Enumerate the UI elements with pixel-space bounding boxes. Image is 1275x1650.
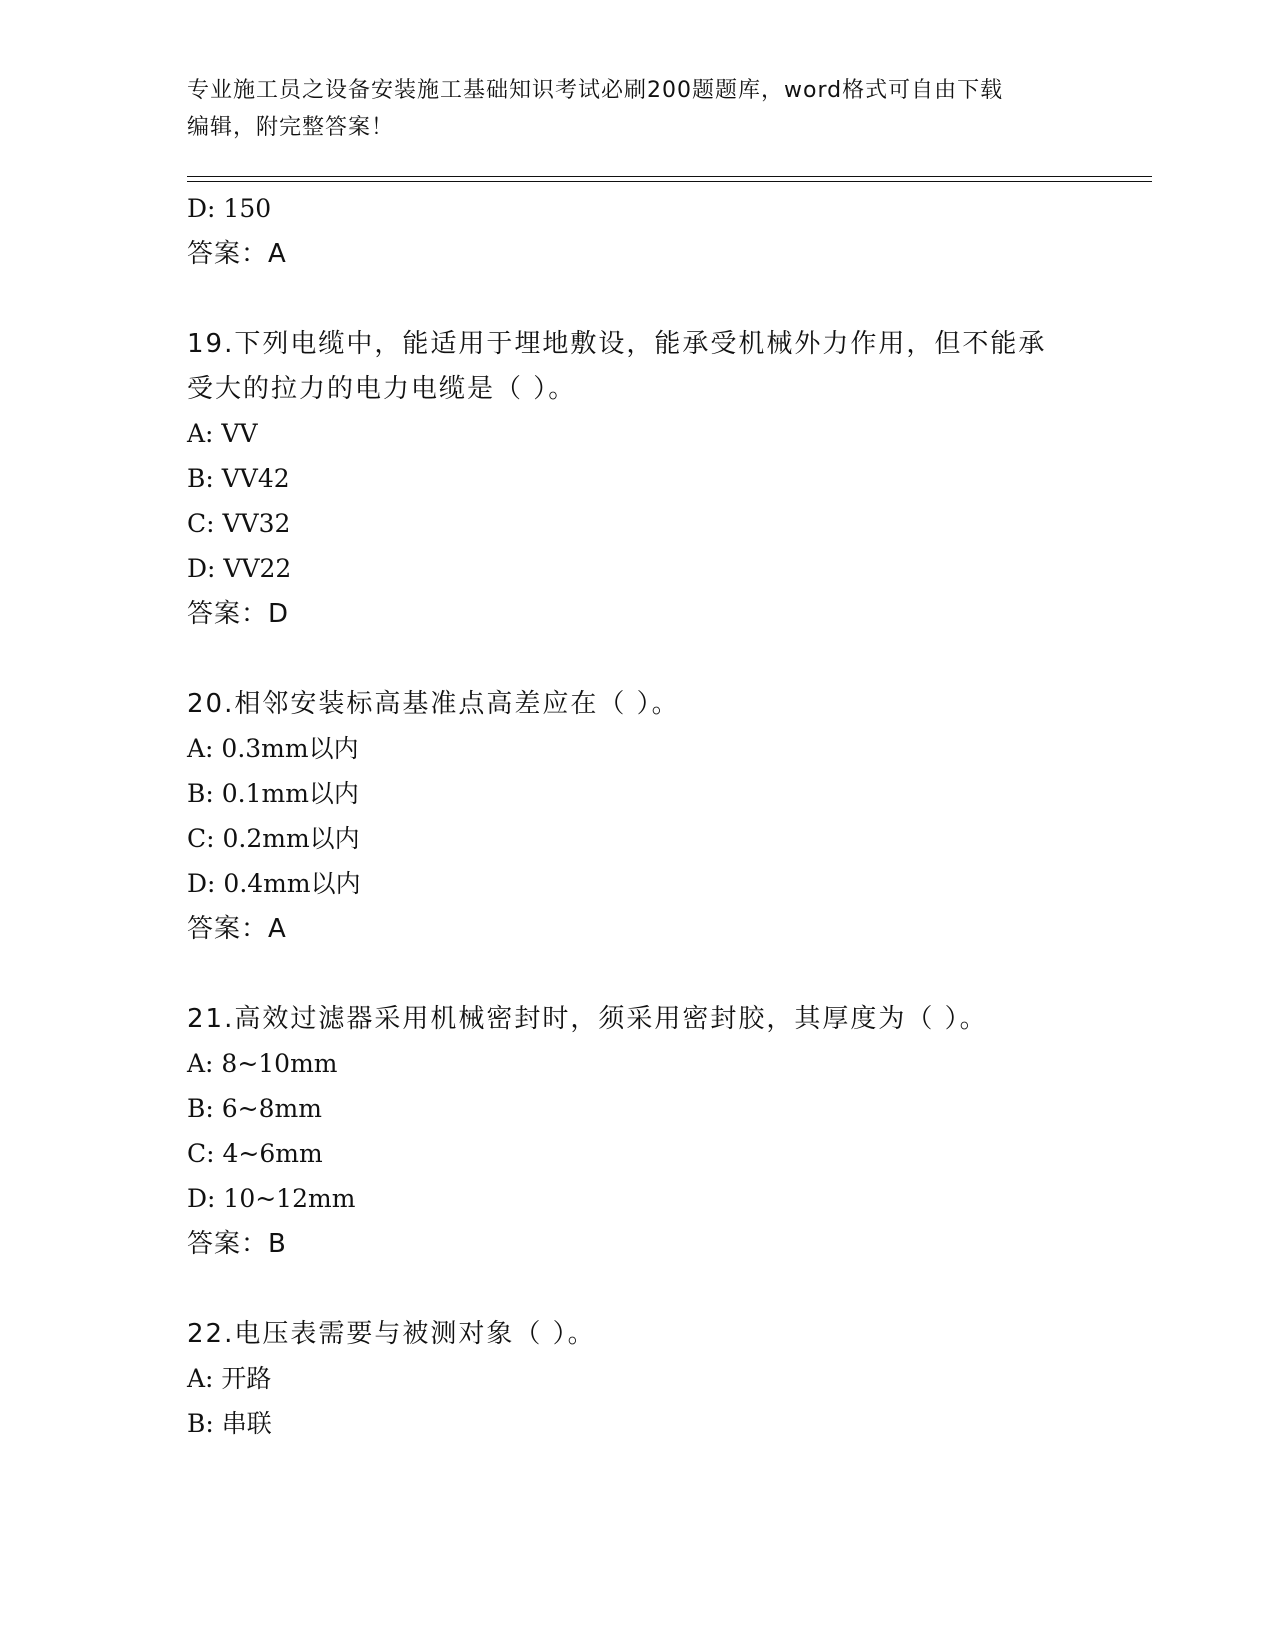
header-title-line-2: 编辑，附完整答案！ — [187, 115, 395, 140]
q21-option-a: A: 8~10mm — [187, 1049, 338, 1078]
document-header — [187, 72, 1067, 146]
q19-option-b: B: VV42 — [187, 464, 290, 493]
q20-option-d: D: 0.4mm以内 — [187, 869, 361, 898]
q20-answer: 答案：A — [187, 914, 287, 944]
q19-text-line-1: 19.下列电缆中，能适用于埋地敷设，能承受机械外力作用，但不能承 — [187, 329, 1047, 359]
q20-option-c: C: 0.2mm以内 — [187, 824, 360, 853]
q20-text-line-1: 20.相邻安装标高基准点高差应在（ ）。 — [187, 689, 680, 719]
header-title-line-1: 专业施工员之设备安装施工基础知识考试必刷200题题库，word格式可自由下载 — [187, 78, 1004, 103]
q22-option-b: B: 串联 — [187, 1409, 272, 1438]
q21-option-d: D: 10~12mm — [187, 1184, 356, 1213]
q21-option-c: C: 4~6mm — [187, 1139, 323, 1168]
q19-option-d: D: VV22 — [187, 554, 292, 583]
q19-option-a: A: VV — [187, 419, 258, 448]
q21-option-b: B: 6~8mm — [187, 1094, 322, 1123]
prev-answer: 答案：A — [187, 239, 287, 269]
prev-option-d: D: 150 — [187, 194, 272, 223]
q19-option-c: C: VV32 — [187, 509, 291, 538]
q19-answer: 答案：D — [187, 599, 290, 629]
q22-option-a: A: 开路 — [187, 1364, 272, 1393]
header-divider-bottom — [187, 181, 1152, 182]
q19-text-line-2: 受大的拉力的电力电缆是（ ）。 — [187, 374, 577, 404]
q20-option-b: B: 0.1mm以内 — [187, 779, 359, 808]
q21-text-line-1: 21.高效过滤器采用机械密封时，须采用密封胶，其厚度为（ ）。 — [187, 1004, 988, 1034]
q21-answer: 答案：B — [187, 1229, 287, 1259]
header-divider-top — [187, 176, 1152, 177]
q20-option-a: A: 0.3mm以内 — [187, 734, 359, 763]
q22-text-line-1: 22.电压表需要与被测对象（ ）。 — [187, 1319, 596, 1349]
